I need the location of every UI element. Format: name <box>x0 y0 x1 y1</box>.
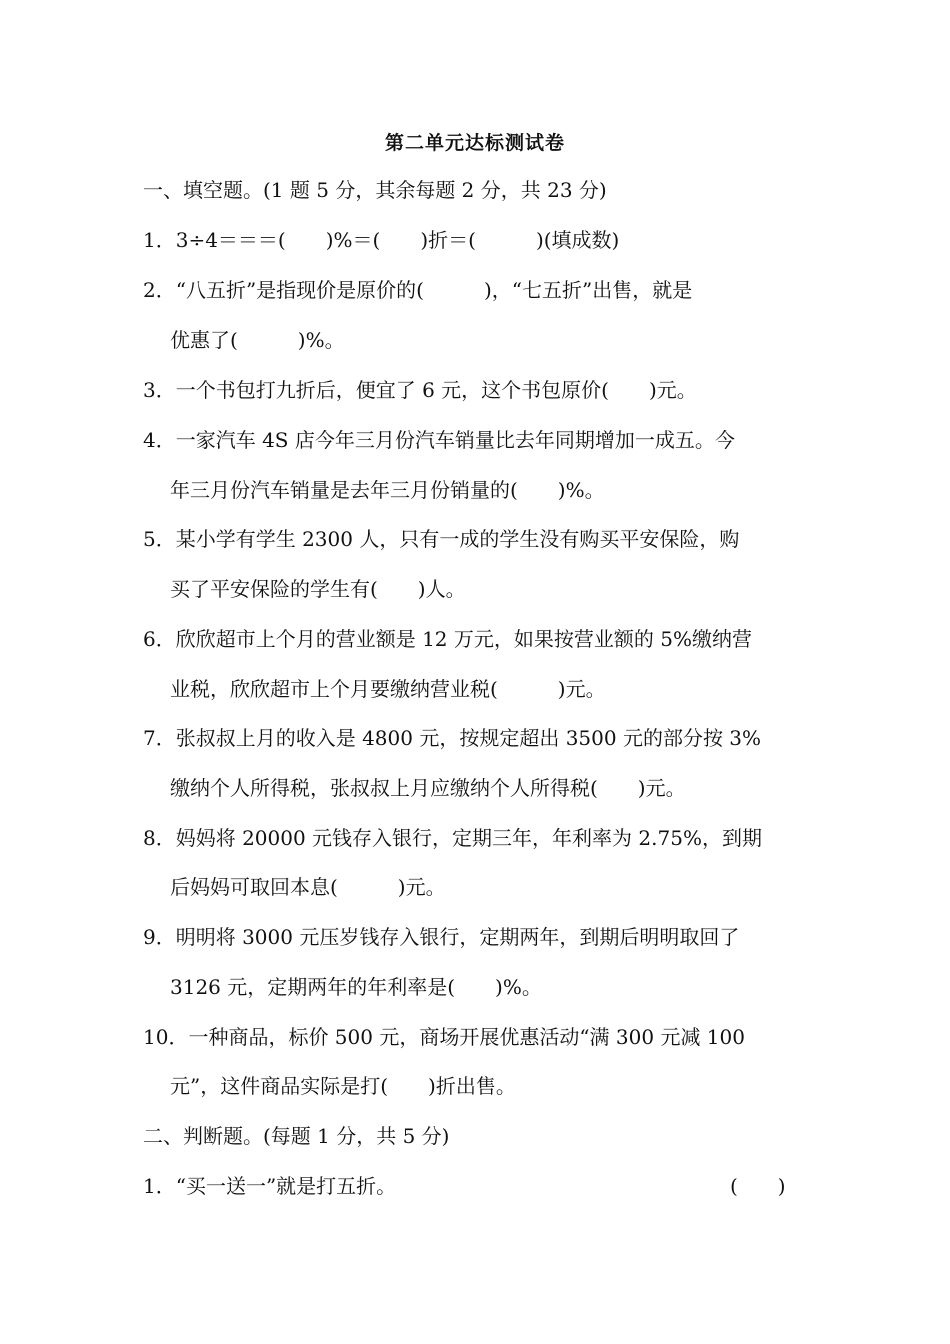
question-1-4-line-2: 年三月份汽车销量是去年三月份销量的( )%。 <box>170 478 605 502</box>
page-title: 第二单元达标测试卷 <box>384 132 565 154</box>
question-1-10-line-1: 10．一种商品，标价 500 元，商场开展优惠活动“满 300 元减 100 <box>143 1025 745 1049</box>
question-2-1: 1．“买一送一”就是打五折。 <box>143 1174 397 1198</box>
question-1-4-line-1: 4．一家汽车 4S 店今年三月份汽车销量比去年同期增加一成五。今 <box>143 428 735 452</box>
question-1-1: 1．3÷4＝＝＝( )%＝( )折＝( )(填成数) <box>143 228 620 252</box>
question-1-6-line-2: 业税，欣欣超市上个月要缴纳营业税( )元。 <box>170 677 606 701</box>
section-1-heading: 一、填空题。(1 题 5 分，其余每题 2 分，共 23 分) <box>143 178 607 202</box>
question-1-6-line-1: 6．欣欣超市上个月的营业额是 12 万元，如果按营业额的 5%缴纳营 <box>143 627 752 651</box>
question-1-5-line-2: 买了平安保险的学生有( )人。 <box>170 577 466 601</box>
section-2-heading: 二、判断题。(每题 1 分，共 5 分) <box>143 1124 450 1148</box>
answer-paren: ( ) <box>730 1174 786 1198</box>
question-1-8-line-1: 8．妈妈将 20000 元钱存入银行，定期三年，年利率为 2.75%，到期 <box>143 826 762 850</box>
question-1-5-line-1: 5．某小学有学生 2300 人，只有一成的学生没有购买平安保险，购 <box>143 527 740 551</box>
question-1-9-line-2: 3126 元，定期两年的年利率是( )%。 <box>170 975 542 999</box>
question-1-2-line-1: 2．“八五折”是指现价是原价的( )，“七五折”出售，就是 <box>143 278 693 302</box>
question-1-7-line-2: 缴纳个人所得税，张叔叔上月应缴纳个人所得税( )元。 <box>170 776 686 800</box>
question-1-8-line-2: 后妈妈可取回本息( )元。 <box>170 875 446 899</box>
question-1-10-line-2: 元”，这件商品实际是打( )折出售。 <box>170 1074 516 1098</box>
question-1-3: 3．一个书包打九折后，便宜了 6 元，这个书包原价( )元。 <box>143 378 697 402</box>
question-1-9-line-1: 9．明明将 3000 元压岁钱存入银行，定期两年，到期后明明取回了 <box>143 925 740 949</box>
question-1-2-line-2: 优惠了( )%。 <box>170 328 345 352</box>
question-1-7-line-1: 7．张叔叔上月的收入是 4800 元，按规定超出 3500 元的部分按 3% <box>143 726 762 750</box>
